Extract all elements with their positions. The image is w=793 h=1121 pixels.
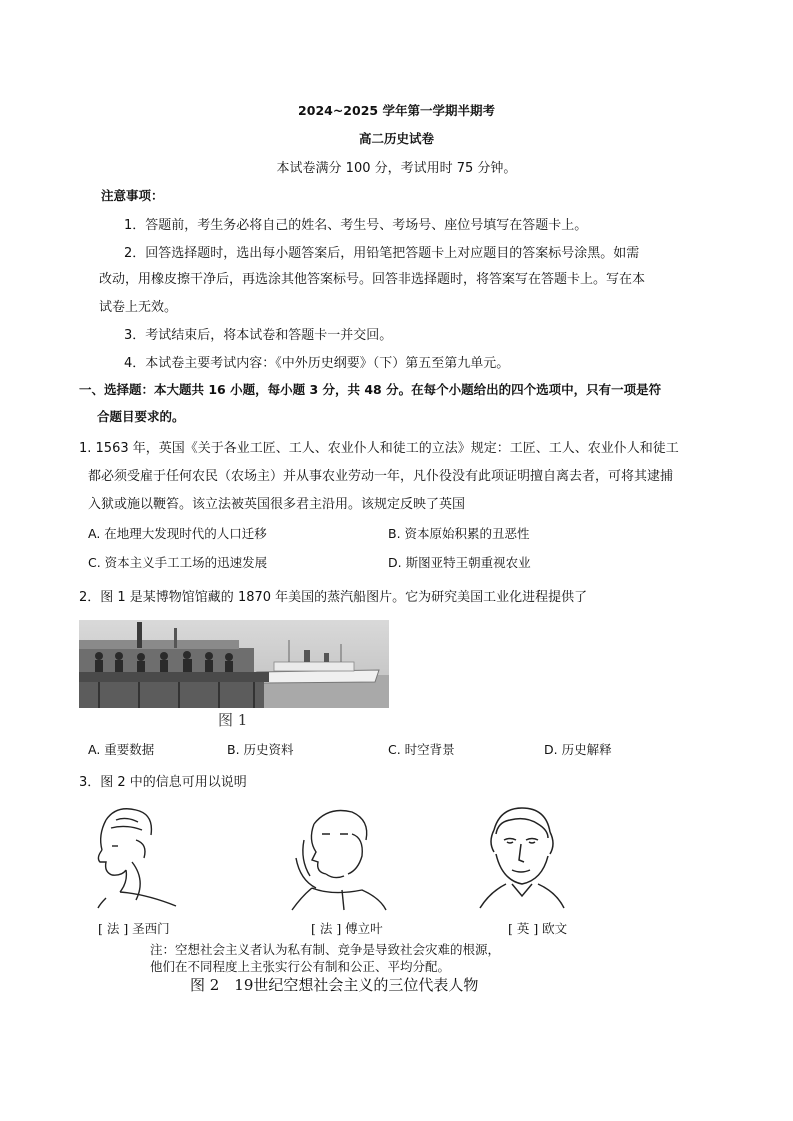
q2-option-c: C. 时空背景 [388, 742, 455, 757]
q2-option-a: A. 重要数据 [88, 742, 155, 757]
q1-stem-line-2: 都必须受雇于任何农民（农场主）并从事农业劳动一年，凡仆役没有此项证明擅自离去者，可将其逮捕 [88, 469, 674, 484]
q1-stem-line-1: 1. 1563 年，英国《关于各业工匠、工人、农业仆人和徒工的立法》规定：工匠、工人、农业仆人和徒工 [79, 441, 679, 456]
caption-fourier: [ 法 ] 傅立叶 [311, 921, 383, 936]
steamship-photo [79, 620, 389, 708]
portrait-saint-simon [76, 800, 186, 910]
portrait-owen [466, 800, 576, 910]
portrait-fourier [282, 800, 392, 912]
caption-owen: [ 英 ] 欧文 [508, 921, 568, 936]
notes-heading: 注意事项： [101, 188, 164, 203]
notes-item-4: 4．本试卷主要考试内容：《中外历史纲要》（下）第五至第九单元。 [124, 356, 510, 371]
notes-item-3: 3．考试结束后，将本试卷和答题卡一并交回。 [124, 328, 393, 343]
notes-item-2-line-3: 试卷上无效。 [99, 300, 178, 315]
q1-option-c: C. 资本主义手工工场的迅速发展 [88, 555, 268, 570]
q3-stem: 3．图 2 中的信息可用以说明 [79, 775, 247, 790]
exam-info: 本试卷满分 100 分，考试用时 75 分钟。 [276, 161, 517, 176]
q1-option-b: B. 资本原始积累的丑恶性 [388, 526, 530, 541]
notes-item-2-line-1: 2．回答选择题时，选出每小题答案后，用铅笔把答题卡上对应题目的答案标号涂黑。如需 [124, 246, 640, 261]
figure-2-caption: 图 2 19世纪空想社会主义的三位代表人物 [190, 976, 479, 994]
figure-2-note-line-2: 他们在不同程度上主张实行公有制和公正、平均分配。 [150, 959, 451, 974]
caption-saint-simon: [ 法 ] 圣西门 [98, 921, 170, 936]
q1-stem-line-3: 入狱或施以鞭笞。该立法被英国很多君主沿用。该规定反映了英国 [88, 497, 466, 512]
q1-option-d: D. 斯图亚特王朝重视农业 [388, 555, 531, 570]
q2-option-d: D. 历史解释 [544, 742, 612, 757]
q2-option-b: B. 历史资料 [227, 742, 294, 757]
exam-title: 2024~2025 学年第一学期半期考 [298, 103, 495, 118]
figure-1-label: 图 1 [218, 711, 248, 729]
section-1-line-1: 一、选择题：本大题共 16 小题，每小题 3 分，共 48 分。在每个小题给出的四个选项中，只有一项是符 [79, 382, 662, 397]
section-1-line-2: 合题目要求的。 [97, 409, 185, 424]
q2-stem: 2．图 1 是某博物馆馆藏的 1870 年美国的蒸汽船图片。它为研究美国工业化进程提供了 [79, 590, 588, 605]
notes-item-1: 1．答题前，考生务必将自己的姓名、考生号、考场号、座位号填写在答题卡上。 [124, 218, 588, 233]
figure-2-note-line-1: 注：空想社会主义者认为私有制、竞争是导致社会灾难的根源， [150, 942, 501, 957]
q1-option-a: A. 在地理大发现时代的人口迁移 [88, 526, 267, 541]
notes-item-2-line-2: 改动，用橡皮擦干净后，再选涂其他答案标号。回答非选择题时，将答案写在答题卡上。写在本 [99, 272, 646, 287]
subject-title: 高二历史试卷 [358, 131, 434, 146]
